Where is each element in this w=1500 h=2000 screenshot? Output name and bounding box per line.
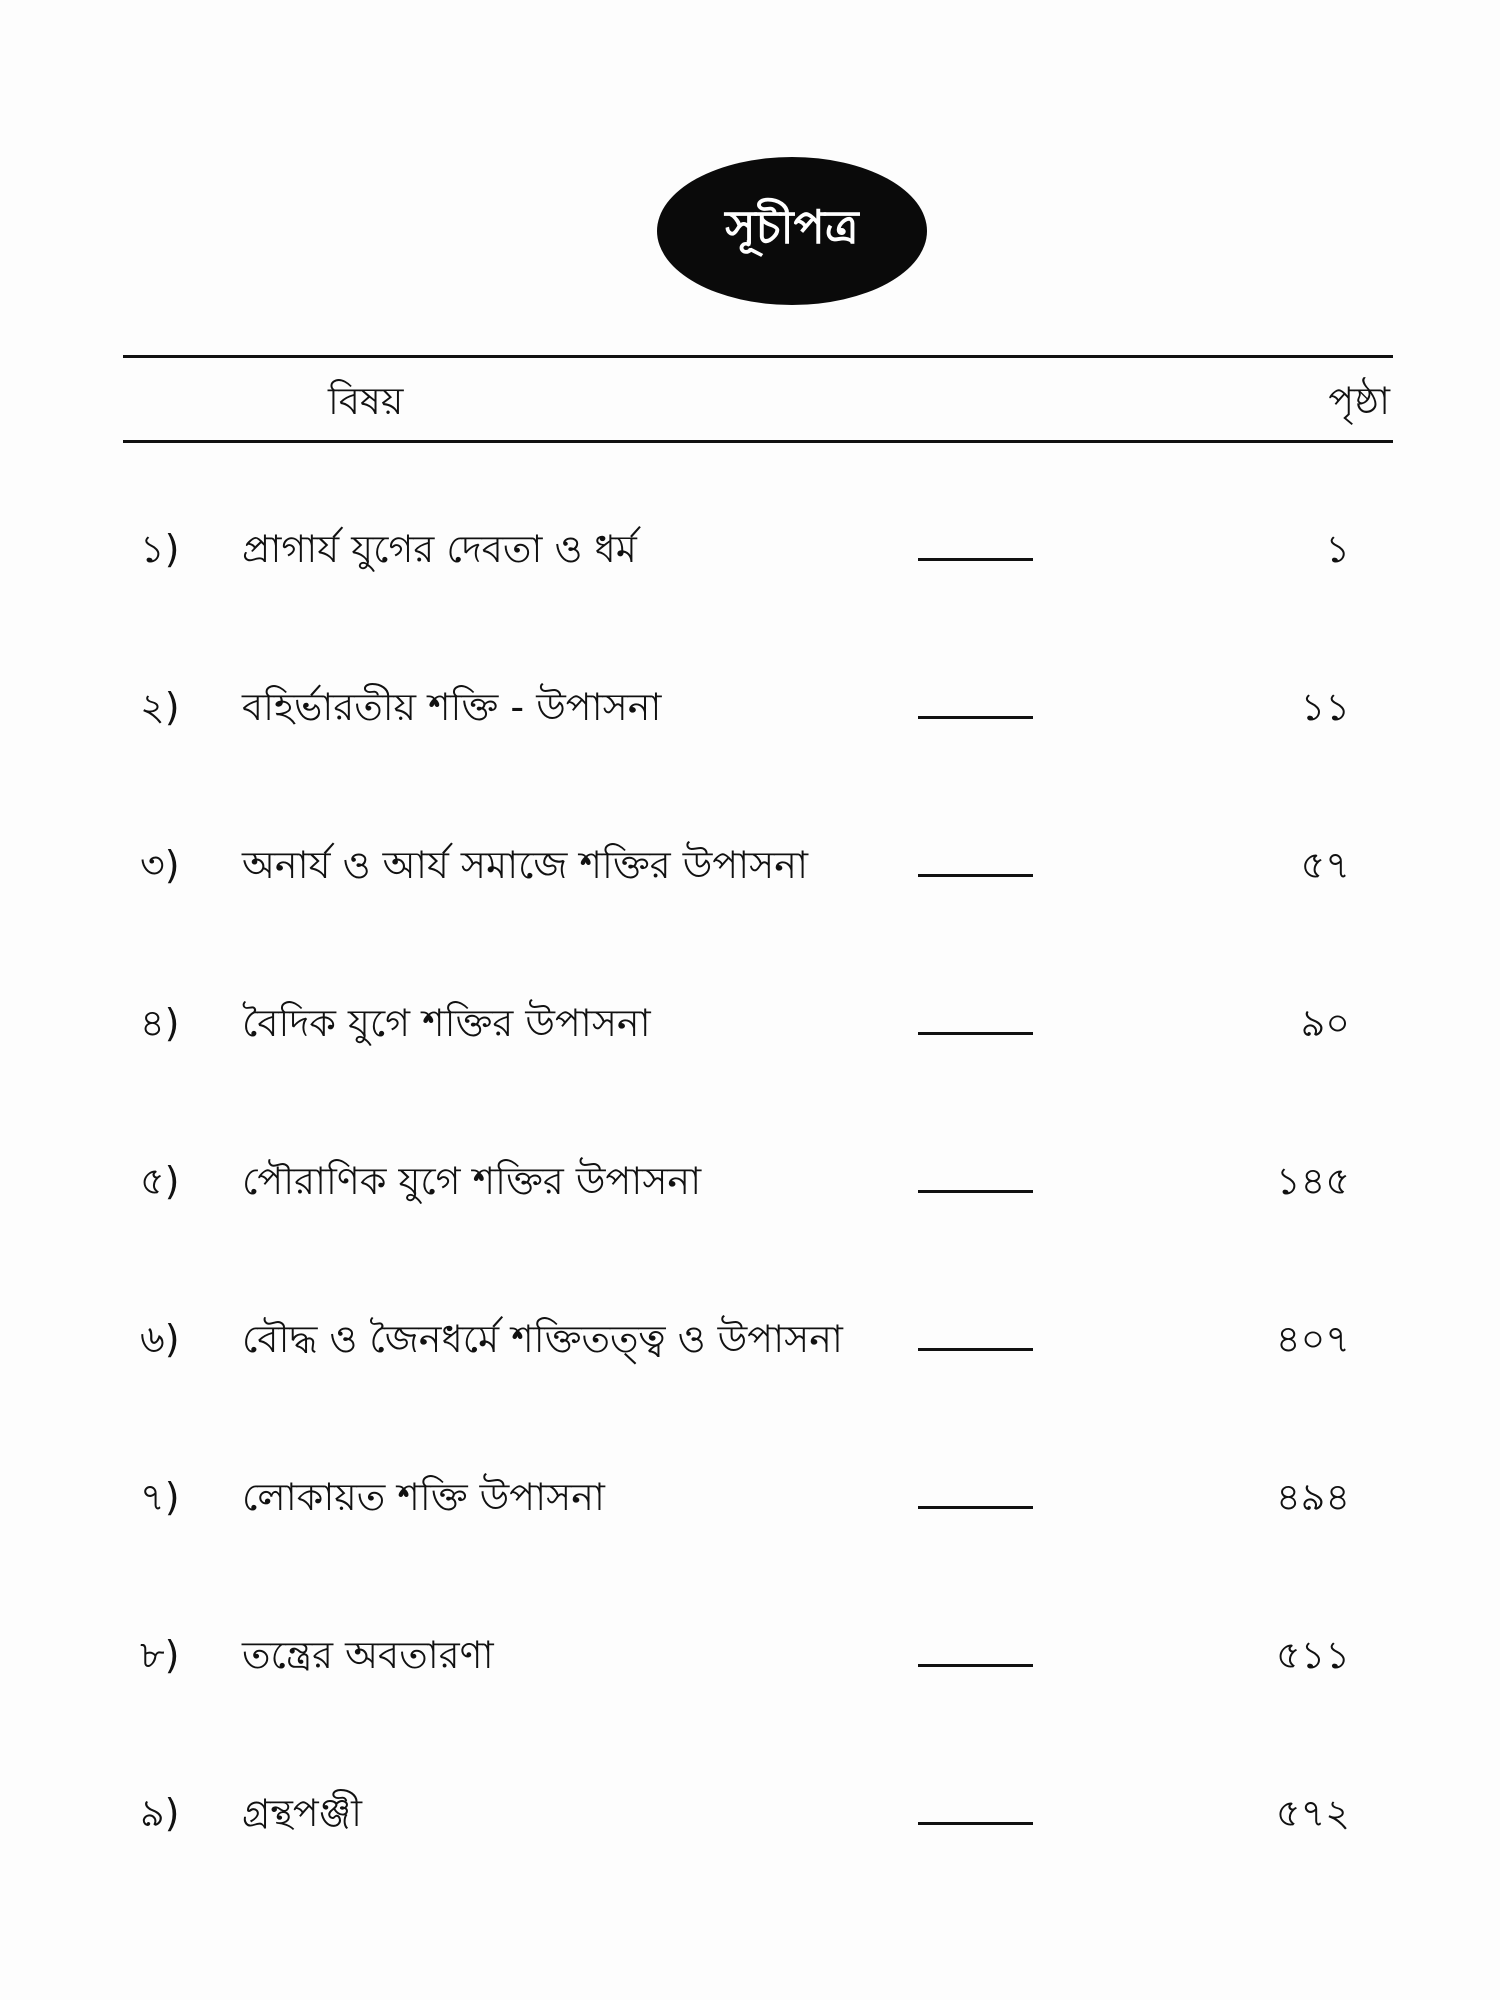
entry-number: ১)	[140, 527, 180, 571]
entry-topic: অনার্য ও আর্য সমাজে শক্তির উপাসনা	[242, 843, 808, 887]
entry-leader-dash	[918, 1664, 1033, 1667]
header-top-rule	[123, 355, 1393, 358]
entry-page: ১১	[1300, 685, 1350, 729]
entry-topic: বহির্ভারতীয় শক্তি - উপাসনা	[242, 685, 662, 729]
column-header-subject: বিষয়	[328, 379, 404, 423]
toc-entry	[0, 1468, 1500, 1626]
column-header-page: পৃষ্ঠা	[1328, 379, 1390, 423]
entry-number: ৫)	[140, 1159, 180, 1203]
entry-topic: বৈদিক যুগে শক্তির উপাসনা	[242, 1001, 651, 1045]
entry-number: ৬)	[140, 1317, 180, 1361]
entry-leader-dash	[918, 1190, 1033, 1193]
entry-leader-dash	[918, 558, 1033, 561]
toc-entry	[0, 1626, 1500, 1784]
toc-entry	[0, 1310, 1500, 1468]
entry-number: ৯)	[140, 1791, 180, 1835]
entry-topic: বৌদ্ধ ও জৈনধর্মে শক্তিতত্ত্ব ও উপাসনা	[242, 1317, 843, 1361]
toc-entry	[0, 520, 1500, 678]
entry-number: ৮)	[140, 1633, 180, 1677]
toc-entry	[0, 678, 1500, 836]
entry-page: ৪৯৪	[1276, 1475, 1350, 1519]
entry-leader-dash	[918, 874, 1033, 877]
page-title: সূচীপত্র	[725, 200, 859, 254]
entry-page: ৫৭২	[1275, 1791, 1350, 1835]
toc-list	[0, 520, 1500, 1942]
entry-page: ৪০৭	[1275, 1317, 1350, 1361]
entry-topic: তন্ত্রের অবতারণা	[242, 1633, 494, 1677]
entry-leader-dash	[918, 716, 1033, 719]
entry-page: ১	[1325, 527, 1350, 571]
entry-page: ৯০	[1300, 1001, 1350, 1045]
entry-leader-dash	[918, 1506, 1033, 1509]
entry-topic: গ্রন্থপঞ্জী	[242, 1791, 363, 1835]
toc-entry	[0, 1784, 1500, 1942]
entry-page: ১৪৫	[1276, 1159, 1350, 1203]
entry-number: ৪)	[140, 1001, 180, 1045]
entry-topic: পৌরাণিক যুগে শক্তির উপাসনা	[242, 1159, 702, 1203]
entry-topic: প্রাগার্য যুগের দেবতা ও ধর্ম	[242, 527, 637, 571]
header-bottom-rule	[123, 440, 1393, 443]
entry-page: ৫১১	[1276, 1633, 1350, 1677]
entry-leader-dash	[918, 1348, 1033, 1351]
entry-number: ৩)	[140, 843, 180, 887]
entry-page: ৫৭	[1300, 843, 1350, 887]
toc-entry	[0, 994, 1500, 1152]
entry-leader-dash	[918, 1032, 1033, 1035]
toc-entry	[0, 836, 1500, 994]
title-badge	[657, 157, 927, 305]
entry-number: ২)	[140, 685, 180, 729]
entry-number: ৭)	[140, 1475, 180, 1519]
toc-entry	[0, 1152, 1500, 1310]
entry-leader-dash	[918, 1822, 1033, 1825]
entry-topic: লোকায়ত শক্তি উপাসনা	[242, 1475, 605, 1519]
